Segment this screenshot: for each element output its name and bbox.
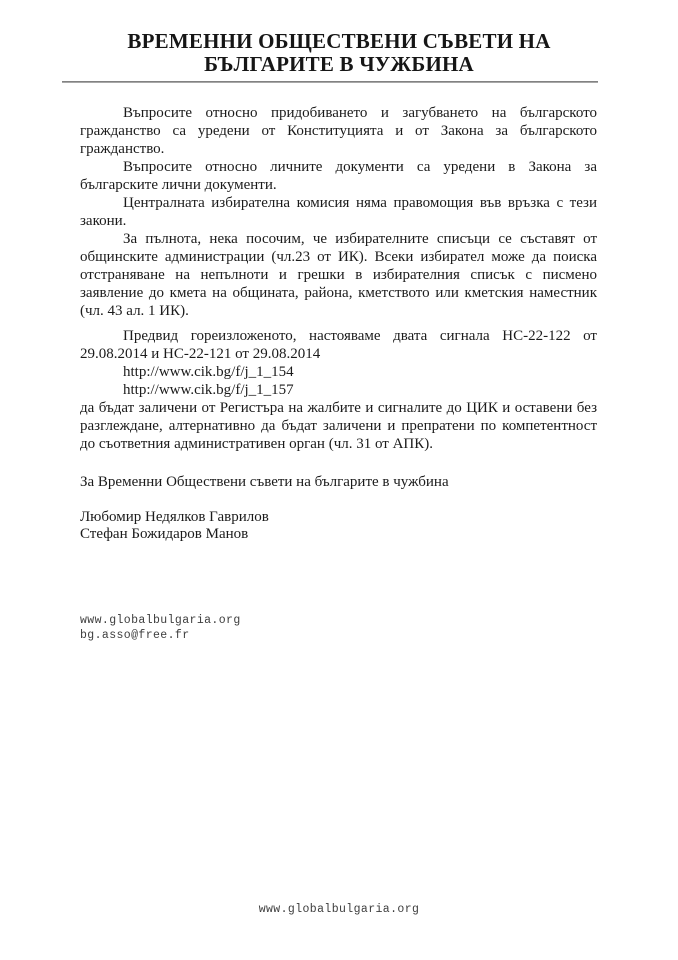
paragraph-request-signals: Предвид гореизложеното, настояваме двата сигнала НС-22-122 от 29.08.2014 и НС-22-121 от 29.08.2014 (80, 328, 597, 362)
signatories-block (80, 509, 597, 543)
document-title-line-2: БЪЛГАРИТЕ В ЧУЖБИНА (204, 52, 474, 76)
document-header (0, 0, 678, 83)
paragraph-cik-powers: Централната избирателна комисия няма правомощия във връзка с тези закони. (80, 195, 597, 229)
cik-signal-link-1[interactable]: http://www.cik.bg/f/j_1_154 (123, 364, 294, 380)
cik-signal-link-2[interactable]: http://www.cik.bg/f/j_1_157 (123, 382, 294, 398)
contact-block (80, 613, 597, 643)
signatory-name-2: Стефан Божидаров Манов (80, 526, 249, 542)
document-footer (0, 903, 678, 916)
paragraph-request-continuation: да бъдат заличени от Регистъра на жалбите и сигналите до ЦИК и оставени без разглеждане, алтернативно да бъдат заличени и препратени по компетентност до съответния административен орган (чл. 31 от АПК). (80, 400, 597, 452)
footer-website: www.globalbulgaria.org (258, 903, 420, 916)
document-title-line-1: ВРЕМЕННИ ОБЩЕСТВЕНИ СЪВЕТИ НА (127, 29, 551, 53)
document-body (80, 104, 597, 643)
paragraph-personal-documents: Въпросите относно личните документи са уредени в Закона за българските лични документи. (80, 159, 597, 193)
paragraph-electoral-lists: За пълнота, нека посочим, че избирателните списъци се съставят от общинските администрации (чл.23 от ИК). Всеки избирател може да поиска отстраняване на непълноти и грешки в избирателния списък с писмено заявление до кмета на общината, района, кметството или кметския наместник (чл. 43 ал. 1 ИК). (80, 231, 597, 319)
signatory-name-1: Любомир Недялков Гаврилов (80, 509, 269, 525)
contact-website-link[interactable]: www.globalbulgaria.org (80, 614, 241, 627)
contact-email-link[interactable]: bg.asso@free.fr (80, 629, 190, 642)
signature-intro: За Временни Обществени съвети на българите в чужбина (80, 474, 449, 490)
paragraph-citizenship: Въпросите относно придобиването и загубването на българското гражданство са уредени от Конституцията и от Закона за българското гражданство. (80, 105, 597, 157)
header-divider (62, 81, 598, 83)
signal-links (80, 363, 597, 399)
